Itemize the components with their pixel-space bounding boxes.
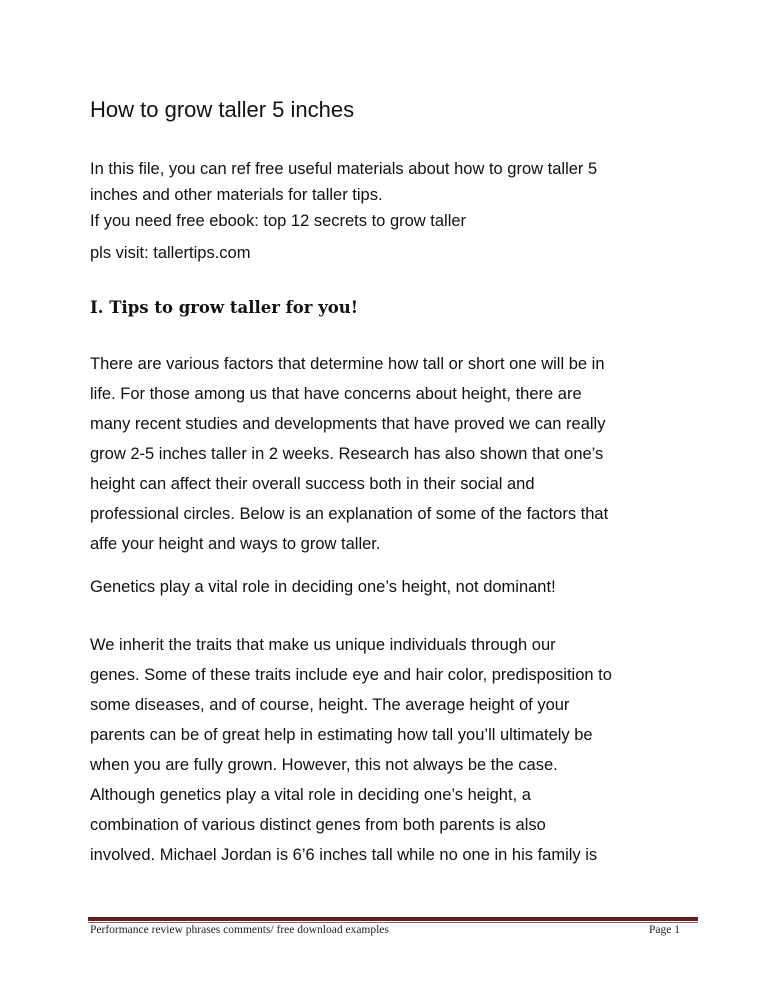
paragraph-line: height can affect their overall success both in their social and: [90, 475, 535, 493]
footer-text: Performance review phrases comments/ free download examples: [90, 924, 389, 936]
paragraph-line: Although genetics play a vital role in deciding one’s height, a: [90, 786, 531, 804]
paragraph-line: genes. Some of these traits include eye and hair color, predisposition to: [90, 666, 612, 684]
paragraph-line: professional circles. Below is an explanation of some of the factors that: [90, 505, 609, 523]
paragraph-line: life. For those among us that have concerns about height, there are: [90, 385, 582, 403]
document-title: How to grow taller 5 inches: [90, 97, 355, 122]
paragraph-line: some diseases, and of course, height. The average height of your: [90, 696, 570, 714]
intro-line: In this file, you can ref free useful materials about how to grow taller 5: [90, 160, 598, 178]
intro-line: pls visit: tallertips.com: [90, 244, 251, 262]
paragraph-line: many recent studies and developments that have proved we can really: [90, 415, 606, 433]
paragraph-line: parents can be of great help in estimating how tall you’ll ultimately be: [90, 726, 593, 744]
footer-rule: [88, 917, 698, 921]
footer-rule-thin: [88, 922, 698, 923]
paragraph-line: combination of various distinct genes from both parents is also: [90, 816, 546, 834]
intro-line: inches and other materials for taller tips.: [90, 186, 383, 204]
section-heading: I. Tips to grow taller for you!: [90, 298, 359, 317]
paragraph-line: when you are fully grown. However, this not always be the case.: [90, 756, 558, 774]
paragraph-line: involved. Michael Jordan is 6’6 inches tall while no one in his family is: [90, 846, 598, 864]
subheading: Genetics play a vital role in deciding one’s height, not dominant!: [90, 578, 556, 596]
paragraph-line: There are various factors that determine how tall or short one will be in: [90, 355, 605, 373]
page-number: Page 1: [649, 924, 680, 936]
paragraph-line: We inherit the traits that make us unique individuals through our: [90, 636, 556, 654]
paragraph-line: affe your height and ways to grow taller.: [90, 535, 381, 553]
intro-line: If you need free ebook: top 12 secrets to grow taller: [90, 212, 467, 230]
paragraph-line: grow 2-5 inches taller in 2 weeks. Research has also shown that one’s: [90, 445, 604, 463]
